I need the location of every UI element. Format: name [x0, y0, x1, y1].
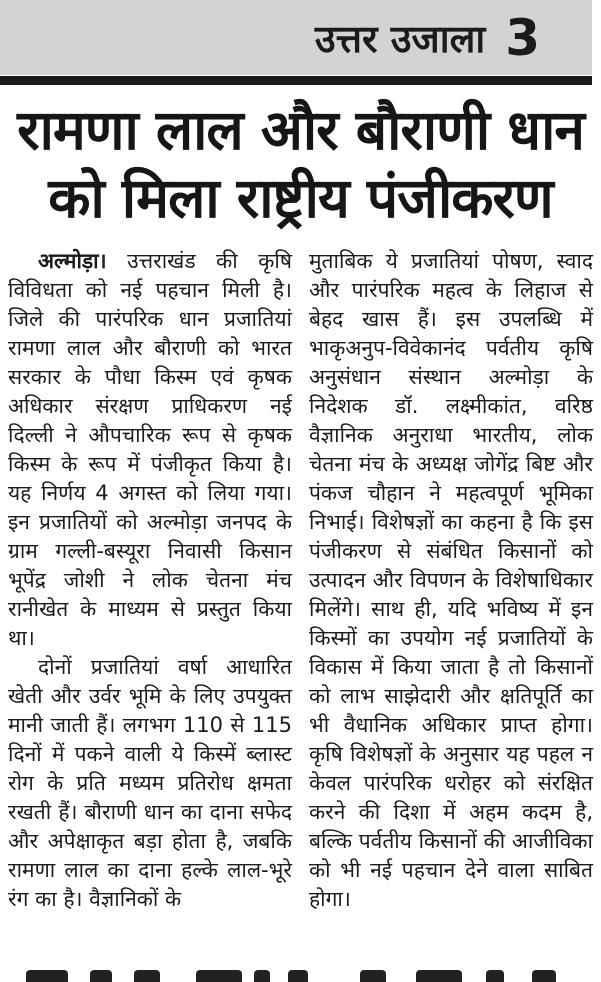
article-headline	[0, 96, 601, 232]
cutoff-glyph	[254, 970, 270, 982]
right-column	[309, 247, 593, 914]
headline-line-2: को मिला राष्ट्रीय पंजीकरण	[48, 166, 553, 230]
left-column	[8, 247, 292, 914]
paragraph-1	[8, 247, 292, 653]
cutoff-glyph	[26, 970, 68, 982]
cutoff-next-headline	[8, 970, 593, 982]
paragraph-2: दोनों प्रजातियां वर्षा आधारित खेती और उर्वर भूमि के लिए उपयुक्त मानी जाती हैं। लगभग 110 से 115 दिनों में पकने वाली ये किस्में ब्लास्ट रोग के प्रति मध्यम प्रतिरोध क्षमता रखती हैं। बौराणी धान का दाना सफेद और अपेक्षाकृत बड़ा होता है, जबकि रामणा लाल का दाना हल्के लाल-भूरे रंग का है। वैज्ञानिकों के	[8, 655, 292, 911]
cutoff-glyph	[360, 970, 386, 982]
cutoff-glyph	[196, 970, 242, 982]
cutoff-glyph	[134, 970, 160, 982]
article-body	[8, 247, 593, 914]
headline-line-1: रामणा लाल और बौराणी धान	[17, 98, 584, 162]
paper-name: उत्तर उजाला	[314, 16, 486, 61]
cutoff-glyph	[416, 970, 462, 982]
dateline: अल्मोड़ा।	[38, 249, 107, 273]
masthead-band	[0, 0, 592, 75]
cutoff-glyph	[90, 970, 112, 982]
masthead-rule	[0, 76, 592, 85]
cutoff-glyph	[486, 970, 504, 982]
cutoff-glyph	[532, 970, 556, 982]
paragraph-1-text: उत्तराखंड की कृषि विविधता को नई पहचान मिली है। जिले की पारंपरिक धान प्रजातियां रामणा लाल और बौराणी को भारत सरकार के पौधा किस्म एवं कृषक अधिकार संरक्षण प्राधिकरण नई दिल्ली ने औपचारिक रूप से कृषक किस्म के रूप में पंजीकृत किया है। यह निर्णय 4 अगस्त को लिया गया। इन प्रजातियों को अल्मोड़ा जनपद के ग्राम गल्ली-बस्यूरा निवासी किसान भूपेंद्र जोशी ने लोक चेतना मंच रानीखेत के माध्यम से प्रस्तुत किया था।	[8, 249, 292, 650]
cutoff-glyph	[288, 970, 308, 982]
paragraph-3: मुताबिक ये प्रजातियां पोषण, स्वाद और पारंपरिक महत्व के लिहाज से बेहद खास हैं। इस उपलब्धि में भाकृअनुप-विवेकानंद पर्वतीय कृषि अनुसंधान संस्थान अल्मोड़ा के निदेशक डॉ. लक्ष्मीकांत, वरिष्ठ वैज्ञानिक अनुराधा भारतीय, लोक चेतना मंच के अध्यक्ष जोगेंद्र बिष्ट और पंकज चौहान ने महत्वपूर्ण भूमिका निभाई। विशेषज्ञों का कहना है कि इस पंजीकरण से संबंधित किसानों को उत्पादन और विपणन के विशेषाधिकार मिलेंगे। साथ ही, यदि भविष्य में इन किस्मों का उपयोग नई प्रजातियों के विकास में किया जाता है तो किसानों को लाभ साझेदारी और क्षतिपूर्ति का भी वैधानिक अधिकार प्राप्त होगा। कृषि विशेषज्ञों के अनुसार यह पहल न केवल पारंपरिक धरोहर को संरक्षित करने की दिशा में अहम कदम है, बल्कि पर्वतीय किसानों की आजीविका को भी नई पहचान देने वाला साबित होगा।	[309, 249, 593, 911]
page-number: 3	[505, 8, 540, 67]
